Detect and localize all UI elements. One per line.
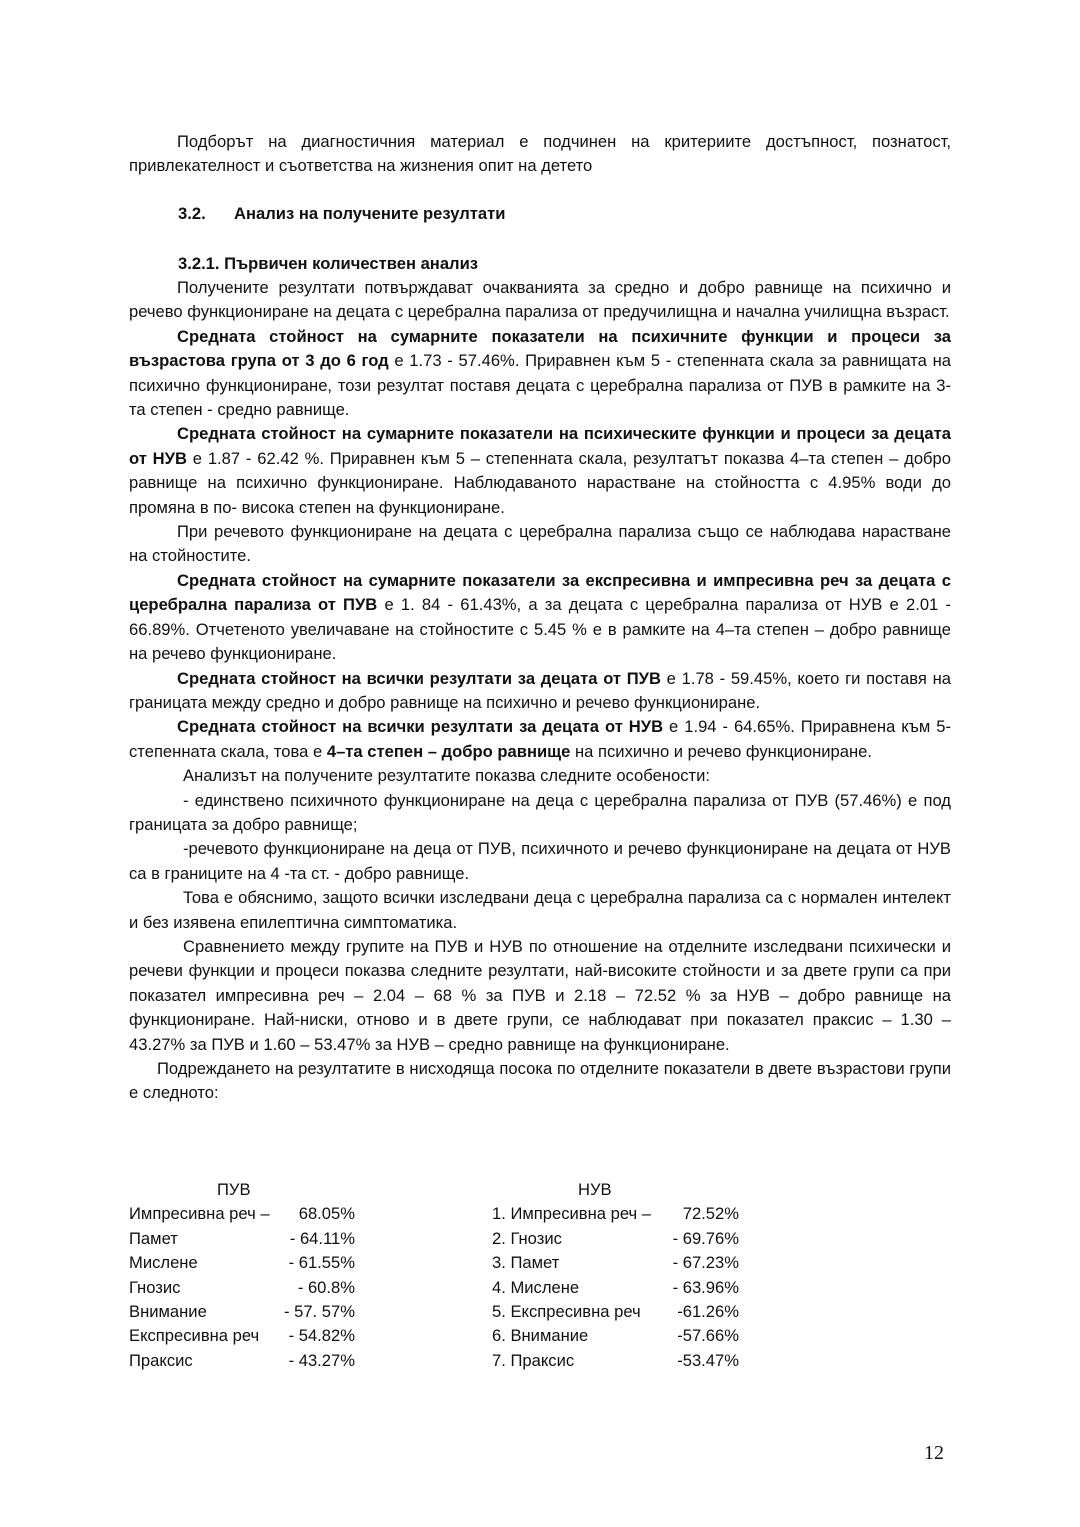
paragraph-speech: При речевото функциониране на децата с церебрална парализа също се наблюдава нарастване на стойностите.	[129, 522, 951, 566]
list-item-value: -53.47%	[677, 1350, 739, 1370]
section-title: Анализ на получените резултати	[234, 204, 506, 223]
list-item	[492, 1349, 737, 1373]
puv-list	[129, 1178, 369, 1373]
list-item-label: Експресивна реч	[129, 1326, 260, 1346]
list-item	[129, 1227, 369, 1251]
list-item	[129, 1251, 369, 1275]
list-item-value: - 64.11%	[289, 1228, 355, 1248]
list-item	[129, 1300, 369, 1324]
list-item-value: - 69.76%	[672, 1228, 739, 1248]
paragraph-puv-all: Средната стойност на всички резултати за децата от ПУВ е 1.78 - 59.45%, което ги поставя на границата между средно и добро равнище на психично и речево функциониране.	[129, 668, 951, 712]
list-item-value: 68.05%	[298, 1204, 355, 1224]
paragraph-nuv-psych: Средната стойност на сумарните показатели на психическите функции и процеси за децата от НУВ е 1.87 - 62.42 %. Приравнен към 5 – степенната скала, резултатът показва 4–та степен – добро равнище на психично функциониране. Наблюдаваното нарастване на стойността с 4.95% води до промяна в по- висока степен на функциониране.	[129, 424, 952, 517]
list-item-value: -61.26%	[677, 1301, 739, 1321]
paragraph-bullet-1: - единствено психичното функциониране на деца с церебрална парализа от ПУВ (57.46%) е под границата за добро равнище;	[129, 790, 951, 834]
list-item-value: - 63.96%	[672, 1277, 739, 1297]
list-item-label: Памет	[129, 1228, 178, 1248]
list-item-label: Внимание	[129, 1301, 207, 1321]
paragraph-ordering: Подреждането на резултатите в нисходяща посока по отделните показатели в двете възрастови групи е следното:	[129, 1059, 951, 1103]
list-item	[492, 1227, 737, 1251]
list-item-label: Праксис	[129, 1350, 193, 1370]
list-item	[492, 1251, 737, 1275]
list-item-value: - 61.55%	[288, 1253, 355, 1273]
list-item	[129, 1276, 369, 1300]
list-item-label: Мислене	[129, 1253, 198, 1273]
list-item-value: - 57. 57%	[283, 1301, 355, 1321]
list-item-label: Гнозис	[129, 1277, 181, 1297]
list-item	[129, 1324, 369, 1348]
paragraph-results: Получените резултати потвърждават очакванията за средно и добро равнище на психично и речево функциониране на децата с церебрална парализа от предучилищна и начална училищна възраст.	[129, 278, 951, 322]
paragraph-analysis-intro: Анализът на получените резултатите показва следните особености:	[183, 766, 710, 786]
list-item-value: - 67.23%	[672, 1253, 739, 1273]
list-item	[492, 1324, 737, 1348]
list-item-value: - 54.82%	[288, 1326, 355, 1346]
list-item-label: 5. Експресивна реч	[492, 1301, 641, 1321]
list-item	[492, 1300, 737, 1324]
paragraph-puv-psych: Средната стойност на сумарните показатели на психичните функции и процеси за възрастова група от 3 до 6 год е 1.73 - 57.46%. Приравнен към 5 - степенната скала за равнищата на психично функциониране, този резултат поставя децата с церебрална парализа от ПУВ в рамките на 3-та степен - средно равнище.	[129, 326, 951, 420]
list-item	[492, 1202, 737, 1226]
paragraph-explanation: Това е обяснимо, защото всички изследвани деца с церебрална парализа са с нормален интелект и без изявена епилептична симптоматика.	[129, 888, 951, 932]
list-item-label: 2. Гнозис	[492, 1228, 562, 1248]
nuv-header: НУВ	[578, 1180, 612, 1199]
list-item	[129, 1349, 369, 1373]
page-number: 12	[924, 1442, 944, 1464]
list-item-label: 6. Внимание	[492, 1326, 589, 1346]
list-item-value: - 60.8%	[297, 1277, 355, 1297]
list-item-label: Импресивна реч –	[129, 1204, 270, 1224]
paragraph-nuv-all: Средната стойност на всички резултати за децата от НУВ е 1.94 - 64.65%. Приравнена към 5-степенната скала, това е 4–та степен – добро равнище на психично и речево функциониране.	[129, 717, 951, 761]
paragraph-speech-values: Средната стойност на сумарните показатели за експресивна и импресивна реч за децата с церебрална парализа от ПУВ е 1. 84 - 61.43%, а за децата с церебрална парализа от НУВ е 2.01 - 66.89%. Отчетеното увеличаване на стойностите с 5.45 % е в рамките на 4–та степен – добро равнище на речево функциониране.	[129, 570, 951, 664]
list-item-label: 4. Мислене	[492, 1277, 580, 1297]
body-text	[129, 276, 951, 1106]
nuv-list	[492, 1178, 737, 1373]
puv-header: ПУВ	[217, 1180, 251, 1199]
paragraph-bullet-2: -речевото функциониране на деца от ПУВ, психичното и речево функциониране на децата от НУВ са в границите на 4 -та ст. - добро равнище.	[129, 839, 951, 883]
paragraph-comparison: Сравнението между групите на ПУВ и НУВ по отношение на отделните изследвани психически и речеви функции и процеси показва следните резултати, най-високите стойности и за двете групи са при показател импресивна реч – 2.04 – 68 % за ПУВ и 2.18 – 72.52 % за НУВ – добро равнище на функциониране. Най-ниски, отново и в двете групи, се наблюдават при показател праксис – 1.30 – 43.27% за ПУВ и 1.60 – 53.47% за НУВ – средно равнище на функциониране.	[129, 936, 951, 1054]
list-item-label: 3. Памет	[492, 1253, 560, 1273]
subsection-heading: 3.2.1. Първичен количествен анализ	[178, 254, 479, 273]
list-item-label: 1. Импресивна реч –	[492, 1204, 652, 1224]
list-item-value: 72.52%	[682, 1204, 739, 1224]
list-item	[129, 1202, 369, 1226]
section-number: 3.2.	[178, 204, 206, 223]
list-item	[492, 1276, 737, 1300]
intro-paragraph	[129, 130, 951, 179]
intro-text: Подборът на диагностичния материал е подчинен на критериите достъпност, познатост, привлекателност и съответства на жизнения опит на детето	[129, 132, 951, 176]
list-item-label: 7. Праксис	[492, 1350, 575, 1370]
list-item-value: -57.66%	[677, 1326, 739, 1346]
list-item-value: - 43.27%	[288, 1350, 355, 1370]
section-heading	[178, 204, 505, 224]
